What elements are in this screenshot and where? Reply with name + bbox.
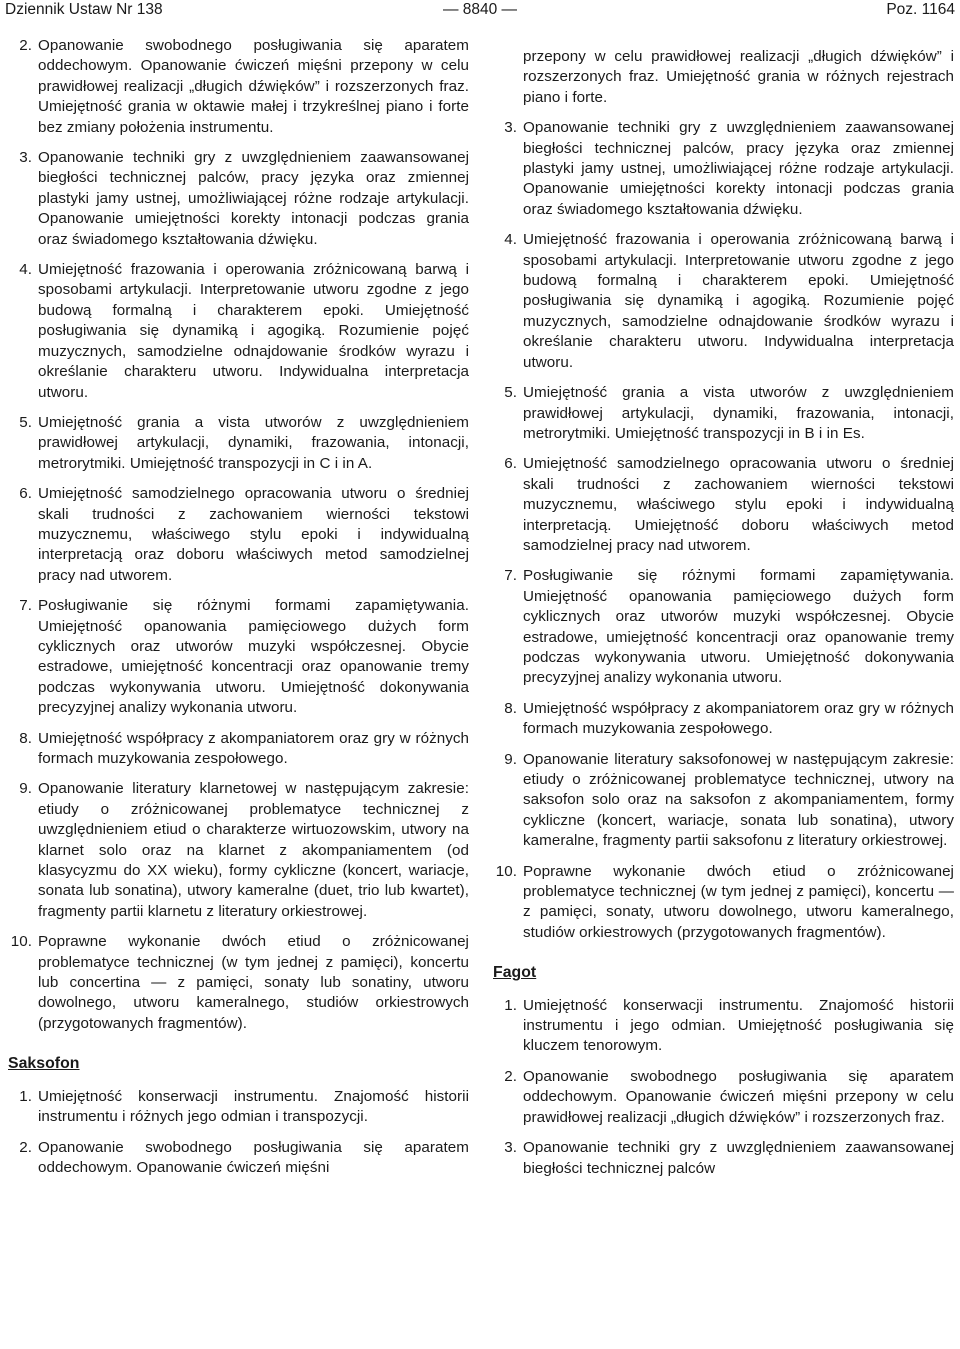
list-item bbox=[8, 932, 469, 1034]
page-header bbox=[0, 0, 960, 20]
item-text: Opanowanie swobodnego posługiwania się aparatem oddechowym. Opanowanie ćwiczeń mięśni przepony w celu prawidłowej realizacji „długich dźwięków” i rozszerzonych fraz. Umiejętność grania w oktawie małej i trzykreślnej piano i forte bez zmiany położenia instrumentu. bbox=[38, 37, 469, 136]
item-text: Umiejętność frazowania i operowania zróżnicowaną barwą i sposobami artykulacji. Interpretowanie utworu zgodne z jego budową formalną i charakterem epoki. Umiejętność posługiwania się dynamiką i agogiką. Rozumienie pojęć muzycznych, samodzielne odnajdowanie środków wyrazu i określanie charakteru utworu. Indywidualna interpretacja utworu. bbox=[38, 261, 469, 401]
item-text: Opanowanie techniki gry z uwzględnieniem zaawansowanej biegłości technicznej palców bbox=[523, 1139, 954, 1177]
item-number: 5. bbox=[504, 384, 517, 402]
item-number: 10. bbox=[10, 933, 32, 951]
item-number: 2. bbox=[504, 1067, 517, 1085]
journal-title: Dziennik Ustaw Nr 138 bbox=[5, 1, 163, 18]
list-item bbox=[8, 413, 469, 474]
item-text: Umiejętność współpracy z akompaniatorem oraz gry w różnych formach muzykowania zespołowego. bbox=[523, 699, 954, 738]
item-text: Posługiwanie się różnymi formami zapamiętywania. Umiejętność opanowania pamięciowego dużych form cyklicznych oraz utworów muzyki współczesnej. Obycie estradowe, umiejętność koncentracji oraz opanowanie tremy podczas wykonywania utworu. Umiejętność dokonywania precyzyjnej analizy wykonania utworu. bbox=[523, 567, 954, 687]
item-text: Opanowanie literatury saksofonowej w następującym zakresie: etiudy o zróżnicowanej problematyce technicznej, utwory na saksofon solo oraz na saksofon z akompaniamentem, formy cykliczne (koncert, wariacje, sonata lub sonatina), utwory kameralne, fragmenty partii saksofonu z literatury orkiestrowej. bbox=[523, 750, 954, 850]
item-number: 2. bbox=[19, 1138, 32, 1156]
list-item bbox=[8, 779, 469, 922]
item-text: Umiejętność konserwacji instrumentu. Znajomość historii instrumentu i jego odmian. Umiejętność posługiwania się kluczem tenorowym. bbox=[523, 996, 954, 1055]
section-title-saksofon: Saksofon bbox=[8, 1055, 80, 1073]
saksofon-items-list bbox=[8, 1087, 469, 1179]
list-item bbox=[8, 148, 469, 250]
item-number: 8. bbox=[19, 729, 32, 747]
item-text: Opanowanie swobodnego posługiwania się aparatem oddechowym. Opanowanie ćwiczeń mięśni bbox=[38, 1138, 469, 1176]
right-column bbox=[493, 47, 954, 1189]
continuation-text: przepony w celu prawidłowej realizacji „długich dźwięków” i rozszerzonych fraz. Umiejętność grania w różnych rejestrach piano i forte. bbox=[523, 48, 954, 106]
item-text: Posługiwanie się różnymi formami zapamiętywania. Umiejętność opanowania pamięciowego dużych form cyklicznych oraz utworów muzyki współczesnej. Obycie estradowe, umiejętność koncentracji oraz opanowanie tremy podczas wykonywania utworu. Umiejętność dokonywania precyzyjnej analizy wykonania utworu. bbox=[38, 597, 469, 717]
item-number: 2. bbox=[19, 37, 32, 54]
item-number: 5. bbox=[19, 413, 32, 431]
list-item bbox=[493, 566, 954, 688]
list-item bbox=[493, 862, 954, 944]
page-number: — 8840 — bbox=[442, 1, 518, 18]
list-item bbox=[493, 996, 954, 1057]
item-text: Umiejętność grania a vista utworów z uwzględnieniem prawidłowej artykulacji, dynamiki, frazowania, intonacji, metrorytmiki. Umiejętność transpozycji in C i in A. bbox=[38, 413, 469, 472]
item-text: Umiejętność frazowania i operowania zróżnicowaną barwą i sposobami artykulacji. Interpretowanie utworu zgodne z jego budową formalną i charakterem epoki. Umiejętność posługiwania się dynamiką i agogiką. Rozumienie pojęć muzycznych, samodzielne odnajdowanie środków wyrazu i określanie charakteru utworu. Indywidualna interpretacja utworu. bbox=[523, 231, 954, 371]
item-number: 7. bbox=[19, 597, 32, 615]
list-item bbox=[8, 260, 469, 403]
list-item bbox=[8, 1087, 469, 1128]
item-number: 1. bbox=[504, 996, 517, 1014]
item-number: 4. bbox=[19, 261, 32, 279]
item-number: 6. bbox=[504, 455, 517, 473]
left-column bbox=[8, 36, 469, 1188]
position-number: Poz. 1164 bbox=[886, 1, 955, 18]
saksofon-items-list-continued bbox=[493, 118, 954, 943]
item-text: Opanowanie swobodnego posługiwania się aparatem oddechowym. Opanowanie ćwiczeń mięśni przepony w celu prawidłowej realizacji „długich dźwięków” i rozszerzonych fraz. bbox=[523, 1067, 954, 1126]
item-text: Poprawne wykonanie dwóch etiud o zróżnicowanej problematyce technicznej (w tym jednej z pamięci), koncertu — z pamięci, sonaty, utworu dowolnego, utworu kameralnego, studiów orkiestrowych (przygotowanych fragmentów). bbox=[523, 862, 954, 941]
list-item bbox=[493, 1067, 954, 1128]
list-item bbox=[493, 454, 954, 556]
item-number: 10. bbox=[495, 862, 517, 880]
item-text: Umiejętność konserwacji instrumentu. Znajomość historii instrumentu i różnych jego odmian i transpozycji. bbox=[38, 1087, 469, 1126]
list-item bbox=[493, 230, 954, 373]
list-item bbox=[8, 1138, 469, 1179]
item-number: 3. bbox=[504, 1139, 517, 1157]
list-item bbox=[8, 484, 469, 586]
item-text: Poprawne wykonanie dwóch etiud o zróżnicowanej problematyce technicznej (w tym jednej z pamięci), koncertu lub concertina — z pamięci, sonaty lub sonatiny, utworu dowolnego, utworu kameralnego, studiów orkiestrowych (przygotowanych fragmentów). bbox=[38, 933, 469, 1032]
fagot-items-list bbox=[493, 996, 954, 1179]
item-text: Umiejętność grania a vista utworów z uwzględnieniem prawidłowej artykulacji, dynamiki, frazowania, intonacji, metrorytmiki. Umiejętność transpozycji in B i in Es. bbox=[523, 384, 954, 442]
list-item bbox=[8, 596, 469, 718]
list-item bbox=[493, 383, 954, 444]
list-item bbox=[8, 729, 469, 770]
item-number: 3. bbox=[19, 149, 32, 167]
item-number: 3. bbox=[504, 119, 517, 137]
item-number: 7. bbox=[504, 567, 517, 585]
item-text: Opanowanie techniki gry z uwzględnieniem zaawansowanej biegłości technicznej palców, pracy języka oraz zmiennej plastyki jamy ustnej, umożliwiającej różne rodzaje artykulacji. Opanowanie umiejętności korekty intonacji podczas grania oraz świadomego kształtowania dźwięku. bbox=[38, 149, 469, 248]
list-item bbox=[8, 36, 469, 138]
item-text: Umiejętność samodzielnego opracowania utworu o średniej skali trudności z zachowaniem wierności tekstowi muzycznemu, właściwego stylu epoki i indywidualną interpretacją oraz doboru właściwych metod samodzielnej pracy nad utworem. bbox=[38, 485, 469, 584]
item-number: 9. bbox=[504, 750, 517, 768]
item-text: Opanowanie literatury klarnetowej w następującym zakresie: etiudy o zróżnicowanej problematyce technicznej z uwzględnieniem etiud o charakterze wirtuozowskim, utwory na klarnet solo oraz na klarnet z akompaniamentem (od klasycyzmu do XX wieku), formy cykliczne (koncert, wariacje, sonata lub sonatina), utwory kameralne (duet, trio lub kwartet), fragmenty partii klarnetu z literatury orkiestrowej. bbox=[38, 780, 469, 920]
item-number: 4. bbox=[504, 231, 517, 249]
item-text: Umiejętność samodzielnego opracowania utworu o średniej skali trudności z zachowaniem wierności tekstowi muzycznemu, właściwego stylu epoki i indywidualną interpretacją. Umiejętność doboru właściwych metod samodzielnej pracy nad utworem. bbox=[523, 455, 954, 554]
list-item bbox=[493, 750, 954, 852]
item-text: Umiejętność współpracy z akompaniatorem oraz gry w różnych formach muzykowania zespołowego. bbox=[38, 729, 469, 767]
item-number: 8. bbox=[504, 699, 517, 717]
item-number: 6. bbox=[19, 485, 32, 503]
klarnet-items-list bbox=[8, 36, 469, 1034]
list-item bbox=[493, 1138, 954, 1179]
list-item bbox=[493, 118, 954, 220]
continuation-paragraph bbox=[493, 47, 954, 108]
item-text: Opanowanie techniki gry z uwzględnieniem zaawansowanej biegłości technicznej palców, pracy języka oraz zmiennej plastyki jamy ustnej, umożliwiającej różne rodzaje artykulacji. Opanowanie umiejętności korekty intonacji podczas grania oraz świadomego kształtowania dźwięku. bbox=[523, 119, 954, 218]
item-number: 9. bbox=[19, 780, 32, 798]
list-item bbox=[493, 699, 954, 740]
section-title-fagot: Fagot bbox=[493, 964, 537, 982]
item-number: 1. bbox=[19, 1087, 32, 1105]
